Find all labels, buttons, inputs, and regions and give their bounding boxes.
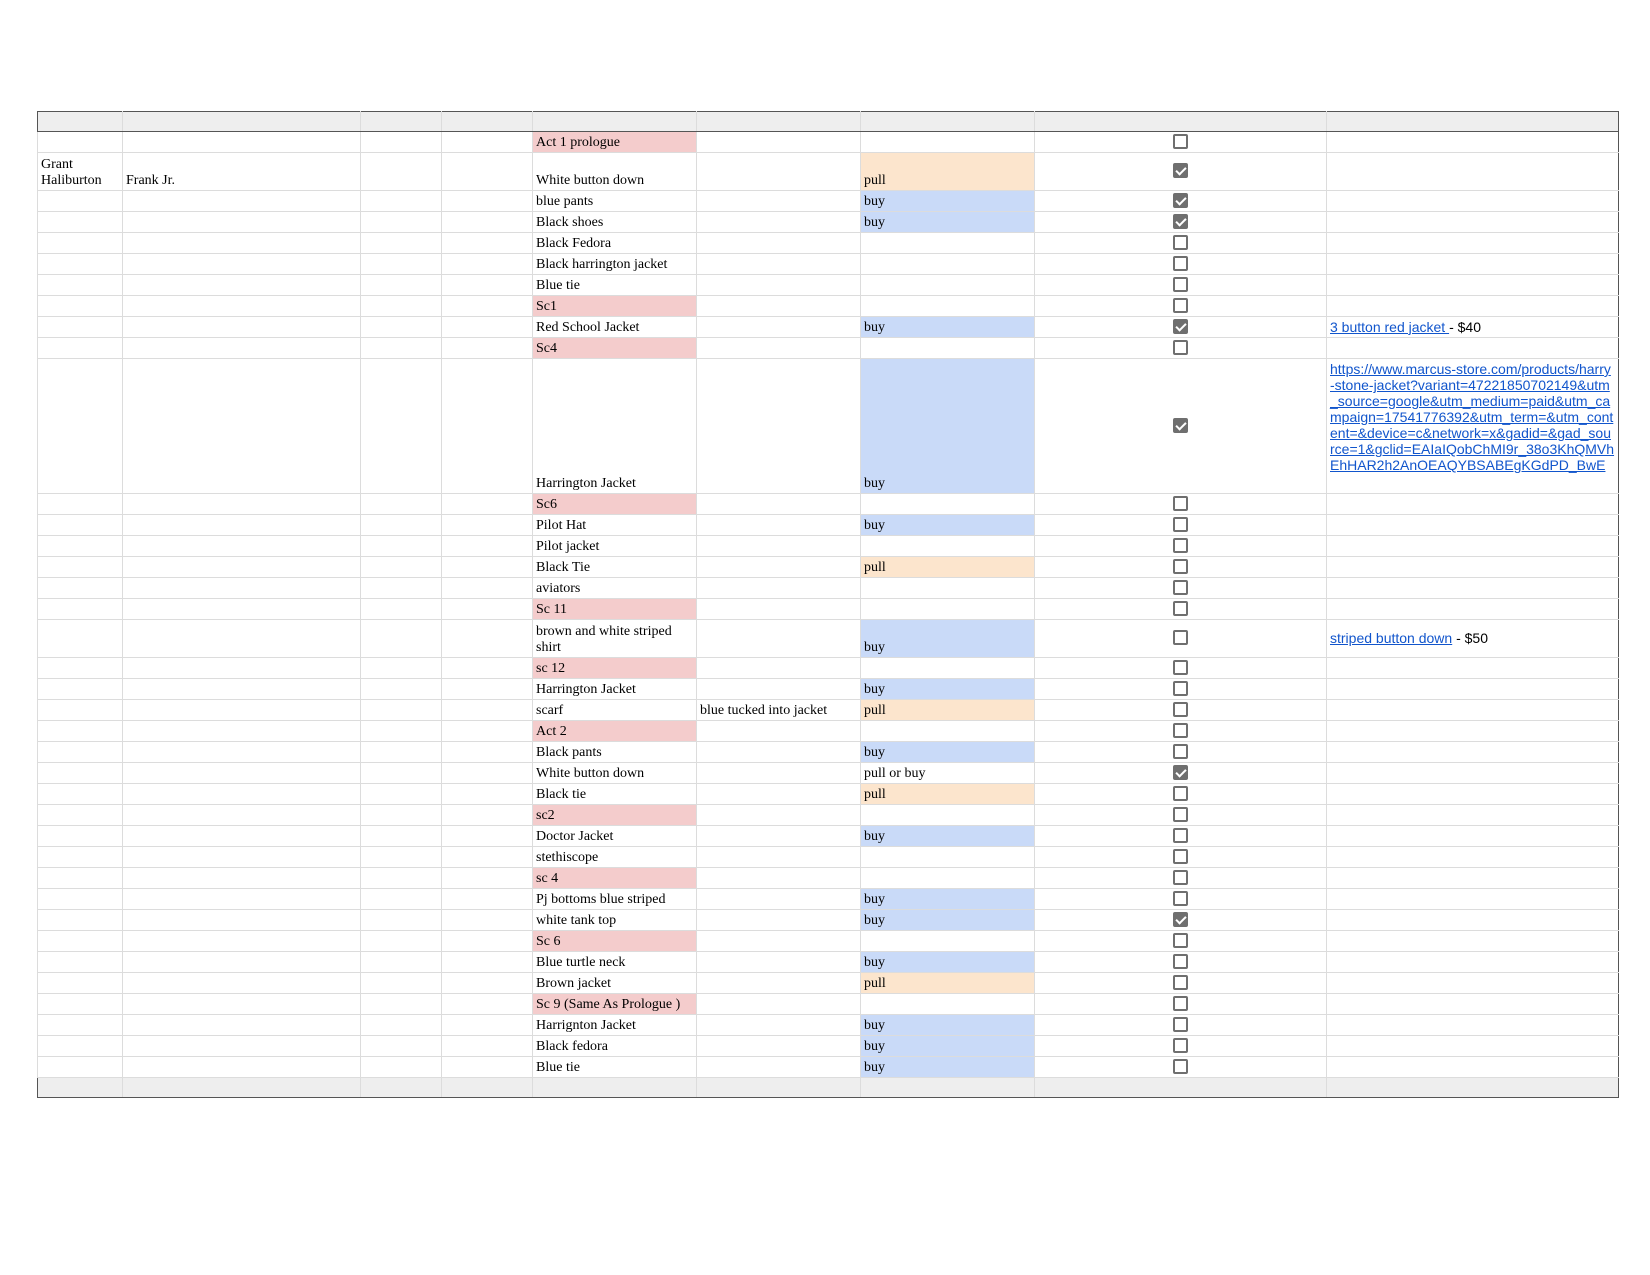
scene-header: Sc4: [533, 338, 697, 359]
source-link-cell: [1327, 359, 1619, 494]
table-row: [38, 338, 1619, 359]
source-link-cell: [1327, 826, 1619, 847]
checkbox-cell: [1035, 679, 1327, 700]
source-link-cell: [1327, 233, 1619, 254]
unchecked-checkbox[interactable]: [1173, 496, 1188, 511]
checkbox-cell: [1035, 233, 1327, 254]
checkbox-cell: [1035, 317, 1327, 338]
item-note: [697, 994, 861, 1015]
costume-item: Blue tie: [533, 1057, 697, 1078]
source-link-cell: [1327, 889, 1619, 910]
scene-header: sc 12: [533, 658, 697, 679]
unchecked-checkbox[interactable]: [1173, 1059, 1188, 1074]
table-row: [38, 275, 1619, 296]
costume-item: Harrington Jacket: [533, 359, 697, 494]
unchecked-checkbox[interactable]: [1173, 235, 1188, 250]
item-action: buy: [861, 515, 1035, 536]
item-action: [861, 805, 1035, 826]
source-link-cell: [1327, 494, 1619, 515]
table-row: [38, 805, 1619, 826]
item-note: [697, 620, 861, 658]
item-note: [697, 153, 861, 191]
item-action: [861, 132, 1035, 153]
checkbox-cell: [1035, 599, 1327, 620]
checkbox-cell: [1035, 153, 1327, 191]
checkbox-cell: [1035, 212, 1327, 233]
source-link-cell: [1327, 910, 1619, 931]
table-row: [38, 599, 1619, 620]
table-row: [38, 233, 1619, 254]
source-link-cell: [1327, 742, 1619, 763]
item-note: [697, 599, 861, 620]
source-link-cell: [1327, 721, 1619, 742]
source-link[interactable]: striped button down: [1330, 630, 1453, 646]
scene-header: Act 2: [533, 721, 697, 742]
table-row: [38, 557, 1619, 578]
costume-item: Pilot Hat: [533, 515, 697, 536]
source-link-cell: [1327, 515, 1619, 536]
table-row: [38, 742, 1619, 763]
item-action: [861, 599, 1035, 620]
checkbox-cell: [1035, 359, 1327, 494]
table-row: [38, 359, 1619, 494]
table-row: [38, 826, 1619, 847]
source-link[interactable]: 3 button red jacket: [1330, 318, 1450, 335]
price-text: - $40: [1449, 318, 1481, 335]
checked-checkbox[interactable]: [1173, 912, 1188, 927]
checkbox-cell: [1035, 275, 1327, 296]
checkbox-cell: [1035, 515, 1327, 536]
unchecked-checkbox[interactable]: [1173, 849, 1188, 864]
unchecked-checkbox[interactable]: [1173, 828, 1188, 843]
table-row: [38, 721, 1619, 742]
costume-item: Black harrington jacket: [533, 254, 697, 275]
item-action: pull: [861, 973, 1035, 994]
costume-item: Black shoes: [533, 212, 697, 233]
costume-item: Pilot jacket: [533, 536, 697, 557]
item-note: [697, 212, 861, 233]
item-action: [861, 338, 1035, 359]
item-note: [697, 889, 861, 910]
item-action: [861, 578, 1035, 599]
checkbox-cell: [1035, 868, 1327, 889]
item-action: [861, 494, 1035, 515]
item-action: [861, 658, 1035, 679]
table-row: [38, 910, 1619, 931]
item-note: [697, 763, 861, 784]
item-note: [697, 973, 861, 994]
item-action: buy: [861, 620, 1035, 658]
unchecked-checkbox[interactable]: [1173, 580, 1188, 595]
scene-header: sc2: [533, 805, 697, 826]
costume-item: scarf: [533, 700, 697, 721]
unchecked-checkbox[interactable]: [1173, 975, 1188, 990]
unchecked-checkbox[interactable]: [1173, 340, 1188, 355]
source-link-cell: [1327, 931, 1619, 952]
costume-item: Brown jacket: [533, 973, 697, 994]
checkbox-cell: [1035, 742, 1327, 763]
table-row: [38, 763, 1619, 784]
checkbox-cell: [1035, 700, 1327, 721]
item-action: pull: [861, 784, 1035, 805]
unchecked-checkbox[interactable]: [1173, 870, 1188, 885]
table-row: [38, 153, 1619, 191]
checked-checkbox[interactable]: [1173, 193, 1188, 208]
sheet-body: [38, 112, 1619, 1098]
item-note: [697, 847, 861, 868]
source-link[interactable]: https://www.marcus-store.com/products/harry-stone-jacket?variant=47221850702149&utm_source=google&utm_medium=paid&utm_campaign=17541776392&utm_term=&utm_content=&device=c&network=x&gadid=&gad_source=1&gclid=EAIaIQobChMI9r_38o3KhQMVhEhHAR2h2AnOEAQYBSABEgKGdPD_BwE: [1330, 361, 1615, 473]
unchecked-checkbox[interactable]: [1173, 996, 1188, 1011]
item-note: [697, 826, 861, 847]
source-link-cell: [1327, 868, 1619, 889]
item-action: pull: [861, 700, 1035, 721]
item-action: buy: [861, 191, 1035, 212]
item-note: [697, 338, 861, 359]
checkbox-cell: [1035, 296, 1327, 317]
item-note: [697, 359, 861, 494]
table-row: [38, 889, 1619, 910]
source-link-cell: [1327, 296, 1619, 317]
item-action: [861, 275, 1035, 296]
table-row: [38, 132, 1619, 153]
unchecked-checkbox[interactable]: [1173, 807, 1188, 822]
checkbox-cell: [1035, 889, 1327, 910]
price-text: - $50: [1452, 630, 1489, 646]
table-row: [38, 536, 1619, 557]
source-link-cell: [1327, 254, 1619, 275]
source-link-cell: [1327, 557, 1619, 578]
table-row: [38, 296, 1619, 317]
item-note: [697, 784, 861, 805]
item-action: pull or buy: [861, 763, 1035, 784]
item-action: buy: [861, 742, 1035, 763]
checkbox-cell: [1035, 132, 1327, 153]
checkbox-cell: [1035, 658, 1327, 679]
source-link-cell: [1327, 658, 1619, 679]
costume-item: stethiscope: [533, 847, 697, 868]
source-link-cell: [1327, 847, 1619, 868]
costume-item: White button down: [533, 153, 697, 191]
item-action: buy: [861, 910, 1035, 931]
item-action: [861, 233, 1035, 254]
table-row: [38, 254, 1619, 275]
source-link-cell: [1327, 1057, 1619, 1078]
item-note: [697, 578, 861, 599]
unchecked-checkbox[interactable]: [1173, 1017, 1188, 1032]
source-link-cell: [1327, 1015, 1619, 1036]
costume-item: aviators: [533, 578, 697, 599]
table-row: [38, 212, 1619, 233]
checked-checkbox[interactable]: [1173, 319, 1188, 334]
source-link-cell: [1327, 784, 1619, 805]
item-note: [697, 557, 861, 578]
item-note: [697, 1057, 861, 1078]
unchecked-checkbox[interactable]: [1173, 538, 1188, 553]
checkbox-cell: [1035, 952, 1327, 973]
actor-name: Grant Haliburton: [38, 153, 123, 191]
checkbox-cell: [1035, 1057, 1327, 1078]
scene-header: Sc 11: [533, 599, 697, 620]
item-action: [861, 868, 1035, 889]
table-row: [38, 578, 1619, 599]
checkbox-cell: [1035, 847, 1327, 868]
source-link-cell: [1327, 275, 1619, 296]
costume-item: Black Tie: [533, 557, 697, 578]
source-link-cell: [1327, 132, 1619, 153]
costume-item: Harrignton Jacket: [533, 1015, 697, 1036]
item-note: [697, 910, 861, 931]
costume-item: blue pants: [533, 191, 697, 212]
costume-item: Pj bottoms blue striped: [533, 889, 697, 910]
costume-item: White button down: [533, 763, 697, 784]
source-link-cell: [1327, 994, 1619, 1015]
source-link-cell: [1327, 952, 1619, 973]
costume-item: white tank top: [533, 910, 697, 931]
item-action: buy: [861, 1036, 1035, 1057]
unchecked-checkbox[interactable]: [1173, 517, 1188, 532]
costume-item: Black tie: [533, 784, 697, 805]
source-link-cell: [1327, 679, 1619, 700]
item-action: buy: [861, 1057, 1035, 1078]
item-action: pull: [861, 153, 1035, 191]
table-row: [38, 515, 1619, 536]
source-link-cell: [1327, 700, 1619, 721]
item-note: blue tucked into jacket: [697, 700, 861, 721]
costume-item: brown and white striped shirt: [533, 620, 697, 658]
unchecked-checkbox[interactable]: [1173, 630, 1188, 645]
item-note: [697, 868, 861, 889]
item-note: [697, 805, 861, 826]
source-link-cell: [1327, 763, 1619, 784]
table-row: [38, 494, 1619, 515]
table-row: [38, 1036, 1619, 1057]
checkbox-cell: [1035, 910, 1327, 931]
scene-header: Sc 6: [533, 931, 697, 952]
unchecked-checkbox[interactable]: [1173, 702, 1188, 717]
item-note: [697, 191, 861, 212]
checkbox-cell: [1035, 805, 1327, 826]
table-row: [38, 784, 1619, 805]
item-note: [697, 742, 861, 763]
costume-item: Blue tie: [533, 275, 697, 296]
unchecked-checkbox[interactable]: [1173, 954, 1188, 969]
item-action: [861, 931, 1035, 952]
costume-item: Blue turtle neck: [533, 952, 697, 973]
checkbox-cell: [1035, 536, 1327, 557]
checkbox-cell: [1035, 620, 1327, 658]
costume-item: Doctor Jacket: [533, 826, 697, 847]
checkbox-cell: [1035, 973, 1327, 994]
item-action: [861, 296, 1035, 317]
checkbox-cell: [1035, 557, 1327, 578]
costume-item: Red School Jacket: [533, 317, 697, 338]
table-row: [38, 700, 1619, 721]
item-action: [861, 254, 1035, 275]
unchecked-checkbox[interactable]: [1173, 134, 1188, 149]
item-action: buy: [861, 826, 1035, 847]
item-action: [861, 994, 1035, 1015]
unchecked-checkbox[interactable]: [1173, 601, 1188, 616]
table-row: [38, 658, 1619, 679]
item-action: [861, 847, 1035, 868]
source-link-cell: [1327, 153, 1619, 191]
checkbox-cell: [1035, 931, 1327, 952]
table-row: [38, 868, 1619, 889]
footer-band: [38, 1078, 1619, 1098]
checkbox-cell: [1035, 578, 1327, 599]
checkbox-cell: [1035, 254, 1327, 275]
item-action: [861, 536, 1035, 557]
checked-checkbox[interactable]: [1173, 163, 1188, 178]
costume-item: Black pants: [533, 742, 697, 763]
table-row: [38, 191, 1619, 212]
table-row: [38, 620, 1619, 658]
item-note: [697, 1015, 861, 1036]
source-link-cell: [1327, 1036, 1619, 1057]
source-link-cell: [1327, 317, 1619, 338]
checkbox-cell: [1035, 784, 1327, 805]
checked-checkbox[interactable]: [1173, 214, 1188, 229]
source-link-cell: [1327, 191, 1619, 212]
checkbox-cell: [1035, 763, 1327, 784]
costume-item: Black fedora: [533, 1036, 697, 1057]
table-row: [38, 1015, 1619, 1036]
source-link-cell: [1327, 338, 1619, 359]
checkbox-cell: [1035, 338, 1327, 359]
table-row: [38, 973, 1619, 994]
item-note: [697, 296, 861, 317]
source-link-cell: [1327, 536, 1619, 557]
item-note: [697, 721, 861, 742]
unchecked-checkbox[interactable]: [1173, 744, 1188, 759]
character-name: Frank Jr.: [123, 153, 361, 191]
item-note: [697, 494, 861, 515]
unchecked-checkbox[interactable]: [1173, 277, 1188, 292]
table-row: [38, 679, 1619, 700]
table-row: [38, 952, 1619, 973]
checkbox-cell: [1035, 494, 1327, 515]
checked-checkbox[interactable]: [1173, 765, 1188, 780]
item-note: [697, 952, 861, 973]
source-link-cell: [1327, 620, 1619, 658]
item-action: [861, 721, 1035, 742]
scene-header: sc 4: [533, 868, 697, 889]
item-note: [697, 515, 861, 536]
source-link-cell: [1327, 599, 1619, 620]
table-row: [38, 317, 1619, 338]
checkbox-cell: [1035, 1036, 1327, 1057]
item-action: buy: [861, 952, 1035, 973]
costume-item: Black Fedora: [533, 233, 697, 254]
source-link-cell: [1327, 578, 1619, 599]
item-action: pull: [861, 557, 1035, 578]
unchecked-checkbox[interactable]: [1173, 681, 1188, 696]
source-link-cell: [1327, 212, 1619, 233]
table-row: [38, 1057, 1619, 1078]
source-link-cell: [1327, 973, 1619, 994]
item-note: [697, 275, 861, 296]
scene-header: Sc 9 (Same As Prologue ): [533, 994, 697, 1015]
item-note: [697, 536, 861, 557]
item-action: buy: [861, 359, 1035, 494]
costume-sheet: [37, 111, 1619, 1098]
item-note: [697, 931, 861, 952]
item-note: [697, 679, 861, 700]
unchecked-checkbox[interactable]: [1173, 891, 1188, 906]
header-band: [38, 112, 1619, 132]
unchecked-checkbox[interactable]: [1173, 660, 1188, 675]
item-action: buy: [861, 212, 1035, 233]
unchecked-checkbox[interactable]: [1173, 786, 1188, 801]
checked-checkbox[interactable]: [1173, 418, 1188, 433]
item-action: buy: [861, 889, 1035, 910]
unchecked-checkbox[interactable]: [1173, 256, 1188, 271]
item-note: [697, 317, 861, 338]
item-note: [697, 132, 861, 153]
item-action: buy: [861, 1015, 1035, 1036]
unchecked-checkbox[interactable]: [1173, 1038, 1188, 1053]
checkbox-cell: [1035, 721, 1327, 742]
unchecked-checkbox[interactable]: [1173, 559, 1188, 574]
checkbox-cell: [1035, 826, 1327, 847]
table-row: [38, 931, 1619, 952]
checkbox-cell: [1035, 994, 1327, 1015]
checkbox-cell: [1035, 1015, 1327, 1036]
source-link-cell: [1327, 805, 1619, 826]
unchecked-checkbox[interactable]: [1173, 298, 1188, 313]
table-row: [38, 847, 1619, 868]
item-note: [697, 1036, 861, 1057]
item-note: [697, 658, 861, 679]
table-row: [38, 994, 1619, 1015]
unchecked-checkbox[interactable]: [1173, 723, 1188, 738]
checkbox-cell: [1035, 191, 1327, 212]
scene-header: Sc1: [533, 296, 697, 317]
item-note: [697, 233, 861, 254]
costume-item: Harrington Jacket: [533, 679, 697, 700]
item-action: buy: [861, 679, 1035, 700]
scene-header: Act 1 prologue: [533, 132, 697, 153]
scene-header: Sc6: [533, 494, 697, 515]
item-note: [697, 254, 861, 275]
unchecked-checkbox[interactable]: [1173, 933, 1188, 948]
item-action: buy: [861, 317, 1035, 338]
